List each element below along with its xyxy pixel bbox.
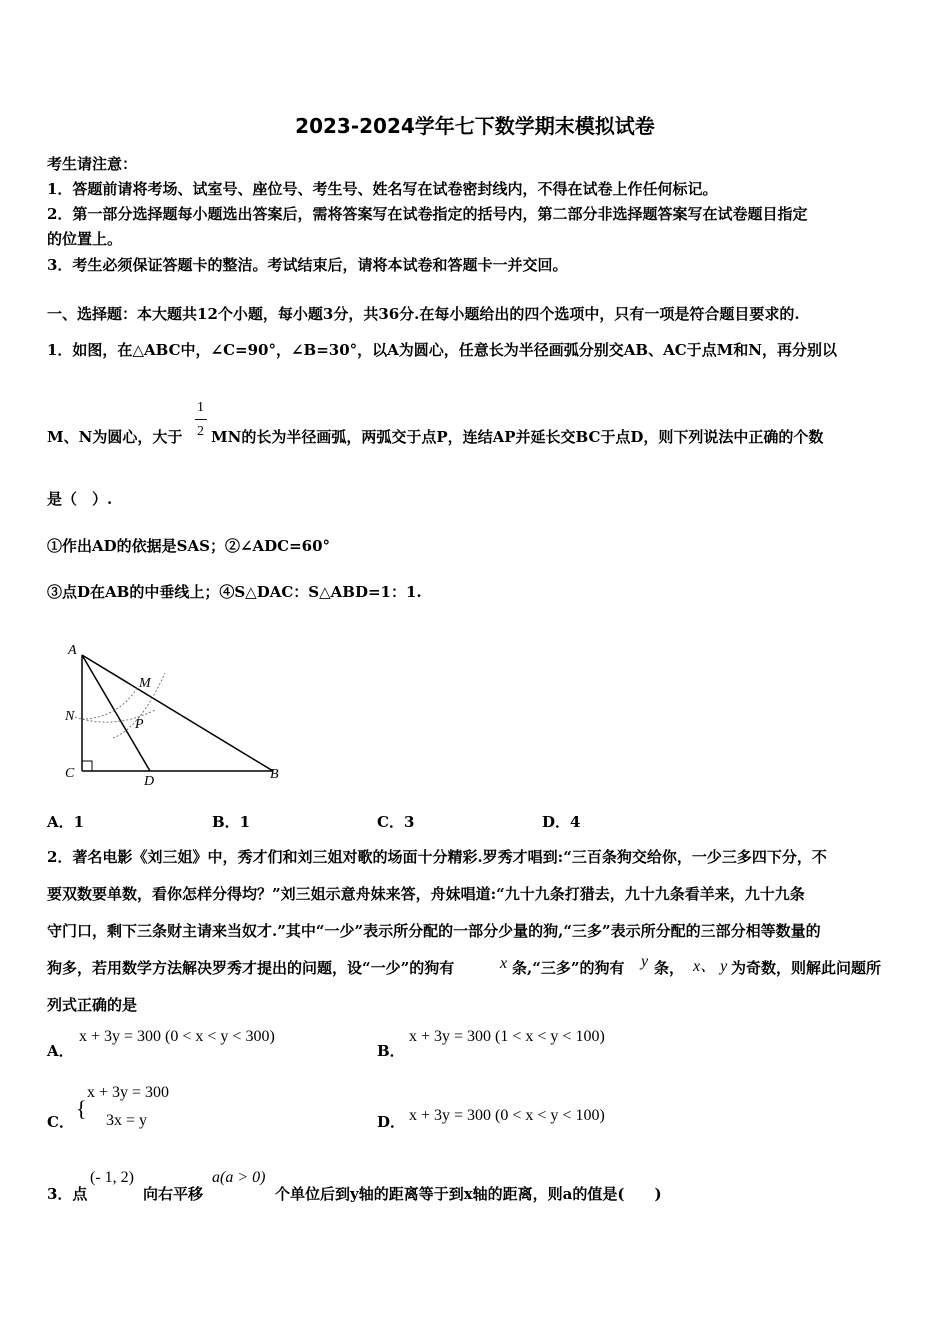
notice-item-1: 1．答题前请将考场、试室号、座位号、考生号、姓名写在试卷密封线内，不得在试卷上作任何标记。 bbox=[47, 180, 718, 198]
q1-option-d: D．4 bbox=[542, 813, 581, 831]
label-d: D bbox=[144, 774, 155, 789]
fraction-bar bbox=[195, 419, 207, 420]
q1-statement-1-2: ①作出AD的依据是SAS；②∠ADC=60° bbox=[47, 537, 331, 555]
var-xy: x、 y bbox=[693, 958, 728, 975]
arc-center-a bbox=[82, 688, 137, 719]
q3-part-a: 3．点 bbox=[47, 1185, 88, 1203]
q1-statement-3-4: ③点D在AB的中垂线上；④S△DAC：S△ABD=1：1. bbox=[47, 583, 422, 601]
notice-item-2: 2．第一部分选择题每小题选出答案后，需将答案写在试卷指定的括号内，第二部分非选择题答案写在试卷题目指定 bbox=[47, 205, 808, 223]
q1-line2b: MN的长为半径画弧，两弧交于点P，连结AP并延长交BC于点D，则下列说法中正确的个数 bbox=[211, 428, 824, 446]
right-angle-mark bbox=[82, 761, 92, 771]
q1-line1: 1．如图，在△ABC中，∠C=90°，∠B=30°，以A为圆心，任意长为半径画弧分别交AB、AC于点M和N，再分别以 bbox=[47, 341, 837, 359]
fraction-numerator: 1 bbox=[197, 400, 204, 415]
label-a: A bbox=[68, 643, 77, 658]
q1-line3: 是（ ）. bbox=[47, 490, 113, 508]
q1-option-a: A．1 bbox=[47, 813, 85, 831]
label-b: B bbox=[270, 767, 279, 782]
section-heading: 一、选择题：本大题共12个小题，每小题3分，共36分.在每小题给出的四个选项中，只有一项是符合题目要求的. bbox=[47, 305, 800, 323]
bisector-ad bbox=[82, 655, 150, 771]
label-c: C bbox=[65, 766, 75, 781]
label-m: M bbox=[139, 676, 151, 691]
notice-heading: 考生请注意： bbox=[47, 155, 138, 173]
var-y: y bbox=[641, 953, 649, 970]
q3-point: (- 1, 2) bbox=[90, 1169, 134, 1186]
q1-line2a: M、N为圆心，大于 bbox=[47, 428, 183, 446]
q2-line2: 要双数要单数，看你怎样分得均？”刘三姐示意舟妹来答，舟妹唱道:“九十九条打猎去，九十九条看羊来，九十九条 bbox=[47, 885, 805, 903]
q1-triangle-figure bbox=[55, 638, 295, 790]
fraction-denominator: 2 bbox=[197, 424, 204, 439]
q2-option-c-label: C． bbox=[47, 1113, 74, 1131]
var-x: x bbox=[500, 955, 508, 972]
q2-line5: 列式正确的是 bbox=[47, 996, 138, 1014]
side-ab bbox=[82, 655, 273, 771]
notice-item-3: 3．考生必须保证答题卡的整洁。考试结束后，请将本试卷和答题卡一并交回。 bbox=[47, 256, 568, 274]
q1-option-b: B．1 bbox=[212, 813, 251, 831]
q2-line4c: 条， bbox=[654, 959, 685, 977]
q2-line3: 守门口，剩下三条财主请来当奴才.”其中“一少”表示所分配的一部分少量的狗,“三多”表示所分配的三部分相等数量的 bbox=[47, 922, 821, 940]
q2-option-c-equation-1: x + 3y = 300 bbox=[87, 1084, 170, 1101]
q2-option-d-label: D． bbox=[377, 1113, 406, 1131]
q2-line4a: 狗多，若用数学方法解决罗秀才提出的问题，设“一少”的狗有 bbox=[47, 959, 455, 977]
q3-part-b: 向右平移 bbox=[143, 1185, 204, 1203]
q2-line1: 2．著名电影《刘三姐》中，秀才们和刘三姐对歌的场面十分精彩.罗秀才唱到:“三百条狗交给你，一少三多四下分，不 bbox=[47, 848, 827, 866]
notice-item-2-cont: 的位置上。 bbox=[47, 230, 123, 248]
q1-option-c: C．3 bbox=[377, 813, 415, 831]
q2-option-a-equation: x + 3y = 300 (0 < x < y < 300) bbox=[79, 1028, 275, 1045]
brace-icon: { bbox=[76, 1096, 87, 1121]
q2-line4b: 条,“三多”的狗有 bbox=[512, 959, 625, 977]
q2-line4d: 为奇数，则解此问题所 bbox=[731, 959, 882, 977]
q2-option-c-equation-2: 3x = y bbox=[106, 1112, 148, 1129]
q2-option-b-equation: x + 3y = 300 (1 < x < y < 100) bbox=[409, 1028, 605, 1045]
q2-option-d-equation: x + 3y = 300 (0 < x < y < 100) bbox=[409, 1107, 605, 1124]
q2-option-b-label: B． bbox=[377, 1042, 405, 1060]
q2-option-a-label: A． bbox=[47, 1042, 74, 1060]
page-title: 2023-2024学年七下数学期末模拟试卷 bbox=[295, 114, 655, 138]
label-p: P bbox=[135, 717, 144, 732]
q3-part-c: 个单位后到y轴的距离等于到x轴的距离，则a的值是( ) bbox=[275, 1185, 662, 1203]
q3-shift: a(a > 0) bbox=[212, 1169, 266, 1186]
label-n: N bbox=[65, 709, 75, 724]
